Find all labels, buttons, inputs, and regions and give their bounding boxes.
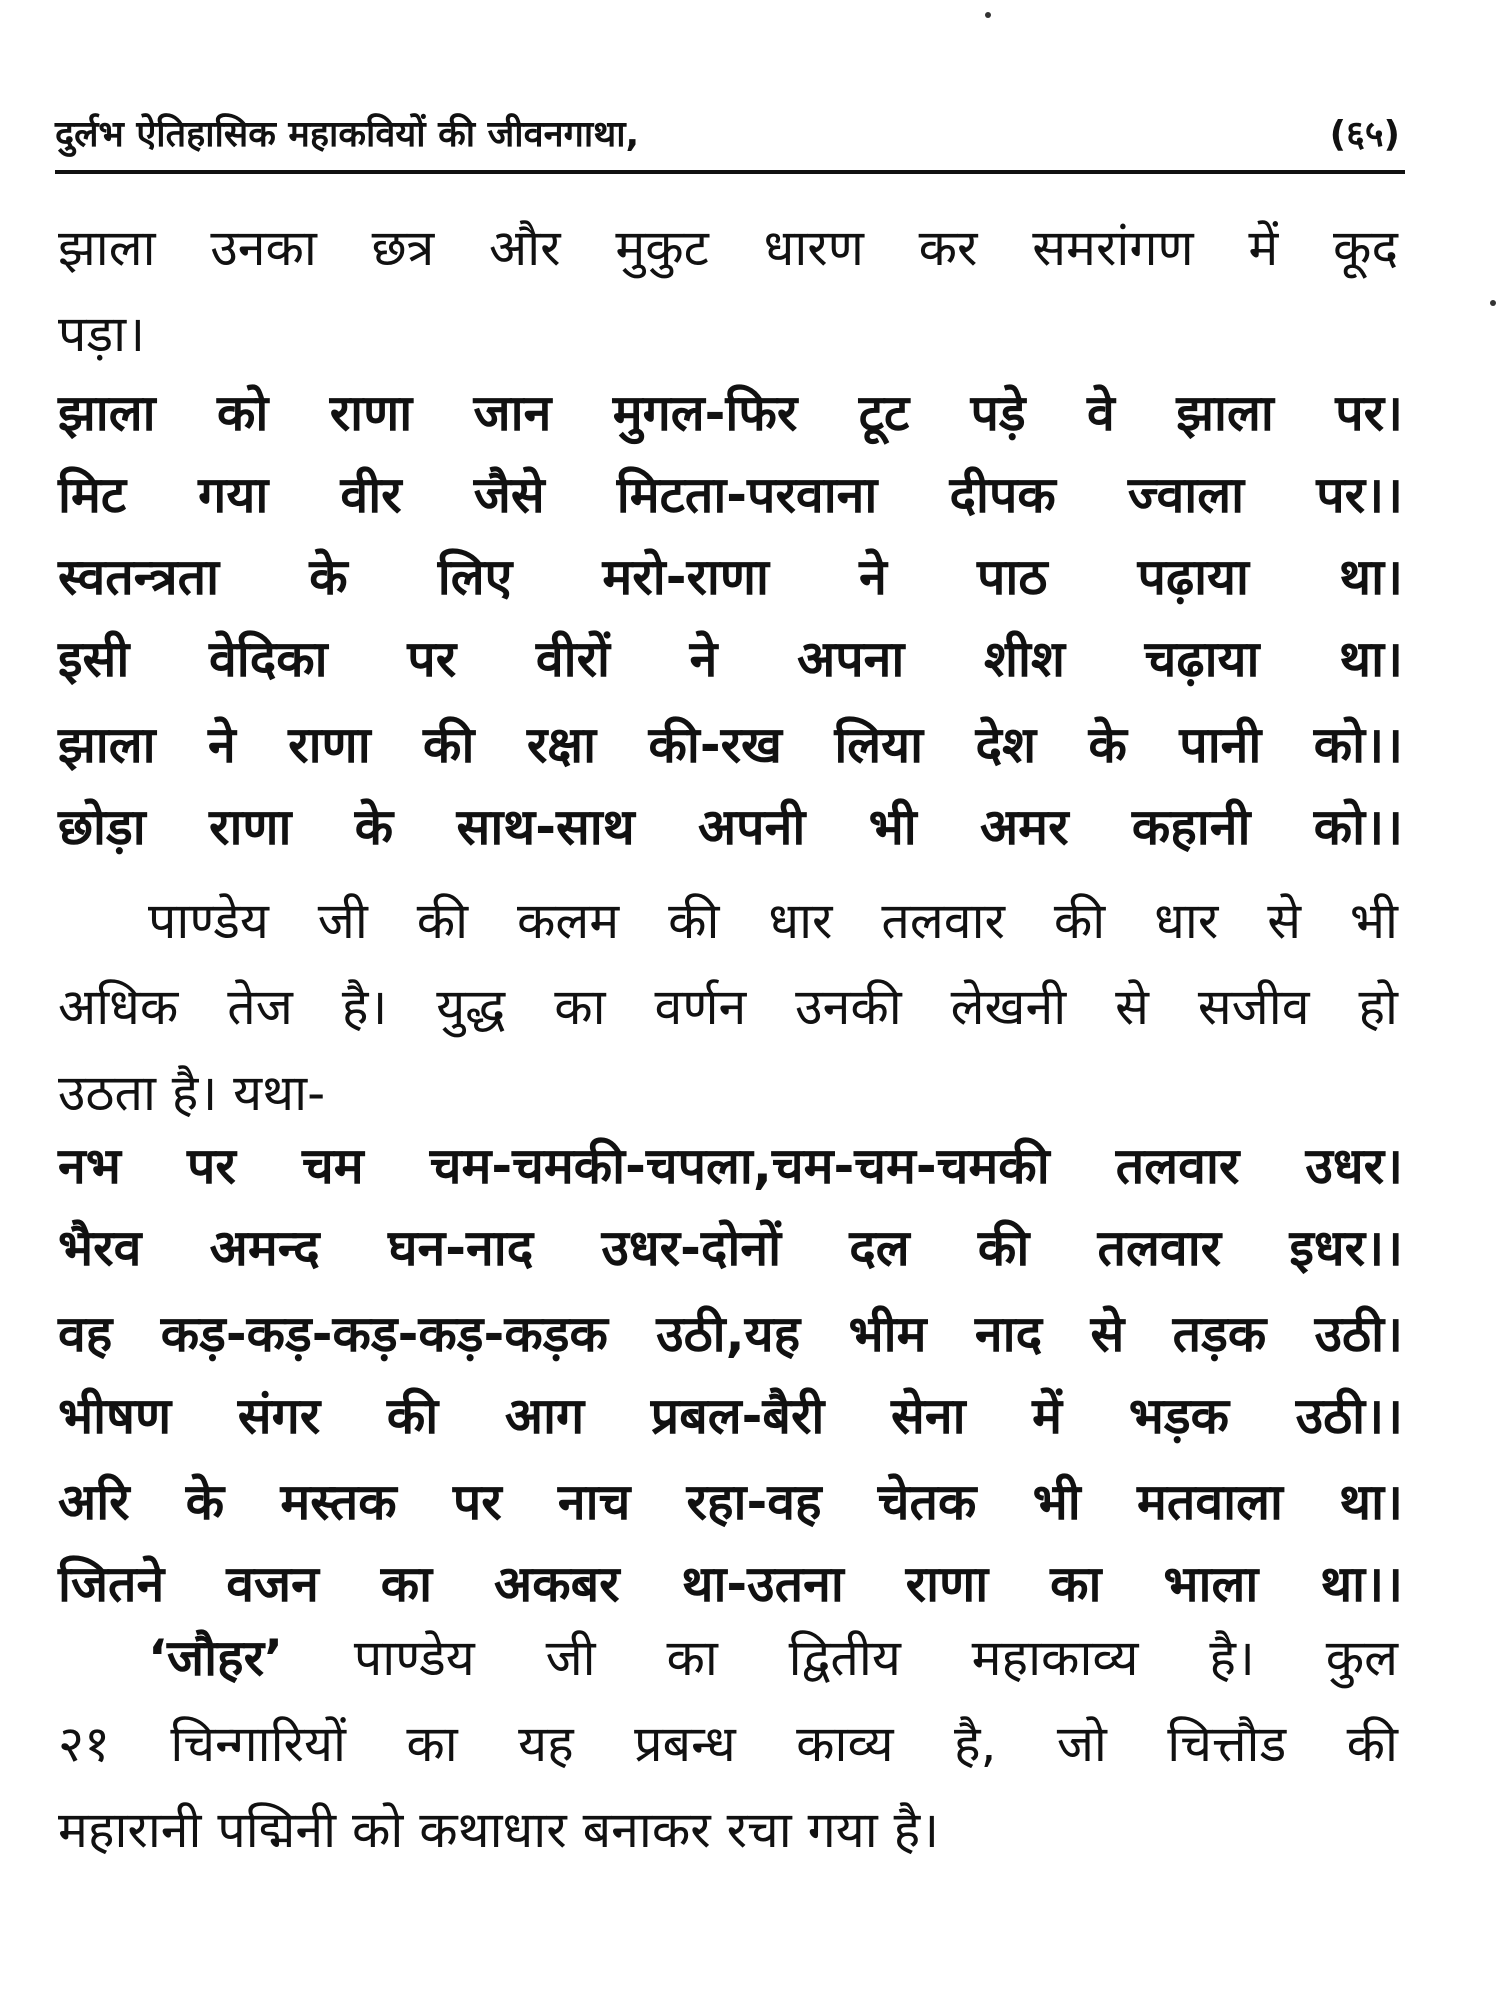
verse-stanza-1 bbox=[58, 372, 1403, 868]
running-title: दुर्लभ ऐतिहासिक महाकवियों की जीवनगाथा, bbox=[55, 114, 640, 155]
verse-line: झाला को राणा जान मुगल-फिर टूट पड़े वे झाला पर। bbox=[58, 384, 1403, 442]
paragraph-text: पाण्डेय जी का द्वितीय महाकाव्य है। कुल bbox=[283, 1629, 1398, 1687]
page-number: (६५) bbox=[1329, 114, 1400, 155]
paragraph-line: उठता है। यथा- bbox=[58, 1064, 326, 1122]
verse-line: अरि के मस्तक पर नाच रहा-वह चेतक भी मतवाला था। bbox=[58, 1473, 1403, 1531]
paragraph-line: अधिक तेज है। युद्ध का वर्णन उनकी लेखनी से सजीव हो bbox=[58, 978, 1398, 1036]
verse-line: स्वतन्त्रता के लिए मरो-राणा ने पाठ पढ़ाया था। bbox=[58, 548, 1403, 606]
paragraph-3 bbox=[58, 1615, 1398, 1873]
verse-line: मिट गया वीर जैसे मिटता-परवाना दीपक ज्वाला पर।। bbox=[58, 466, 1403, 524]
verse-line: छोड़ा राणा के साथ-साथ अपनी भी अमर कहानी को।। bbox=[58, 798, 1403, 856]
verse-line: नभ पर चम चम-चमकी-चपला,चम-चम-चमकी तलवार उधर। bbox=[58, 1137, 1403, 1195]
print-speck bbox=[985, 12, 991, 18]
paragraph-line: महारानी पद्मिनी को कथाधार बनाकर रचा गया है। bbox=[58, 1801, 940, 1859]
paragraph-line: २१ चिन्गारियों का यह प्रबन्ध काव्य है, जो चित्तौड की bbox=[58, 1715, 1398, 1773]
verse-line: झाला ने राणा की रक्षा की-रख लिया देश के पानी को।। bbox=[58, 716, 1403, 774]
quoted-title: ‘जौहर’ bbox=[148, 1629, 284, 1687]
paragraph-line: पाण्डेय जी की कलम की धार तलवार की धार से भी bbox=[148, 892, 1398, 950]
print-speck bbox=[1490, 300, 1496, 306]
verse-line: इसी वेदिका पर वीरों ने अपना शीश चढ़ाया था। bbox=[58, 630, 1403, 688]
paragraph-line: झाला उनका छत्र और मुकुट धारण कर समरांगण में कूद bbox=[58, 219, 1398, 277]
verse-line: जितने वजन का अकबर था-उतना राणा का भाला था।। bbox=[58, 1555, 1403, 1613]
running-header bbox=[55, 108, 1400, 157]
verse-stanza-2 bbox=[58, 1125, 1403, 1625]
paragraph-line: पड़ा। bbox=[58, 305, 146, 363]
paragraph-2 bbox=[58, 878, 1398, 1136]
paragraph-line bbox=[58, 1615, 1398, 1701]
paragraph-1 bbox=[58, 205, 1398, 377]
verse-line: भैरव अमन्द घन-नाद उधर-दोनों दल की तलवार इधर।। bbox=[58, 1219, 1403, 1277]
verse-line: वह कड़-कड़-कड़-कड़-कड़क उठी,यह भीम नाद से तड़क उठी। bbox=[58, 1305, 1403, 1363]
verse-line: भीषण संगर की आग प्रबल-बैरी सेना में भड़क उठी।। bbox=[58, 1387, 1403, 1445]
header-rule bbox=[55, 170, 1405, 174]
